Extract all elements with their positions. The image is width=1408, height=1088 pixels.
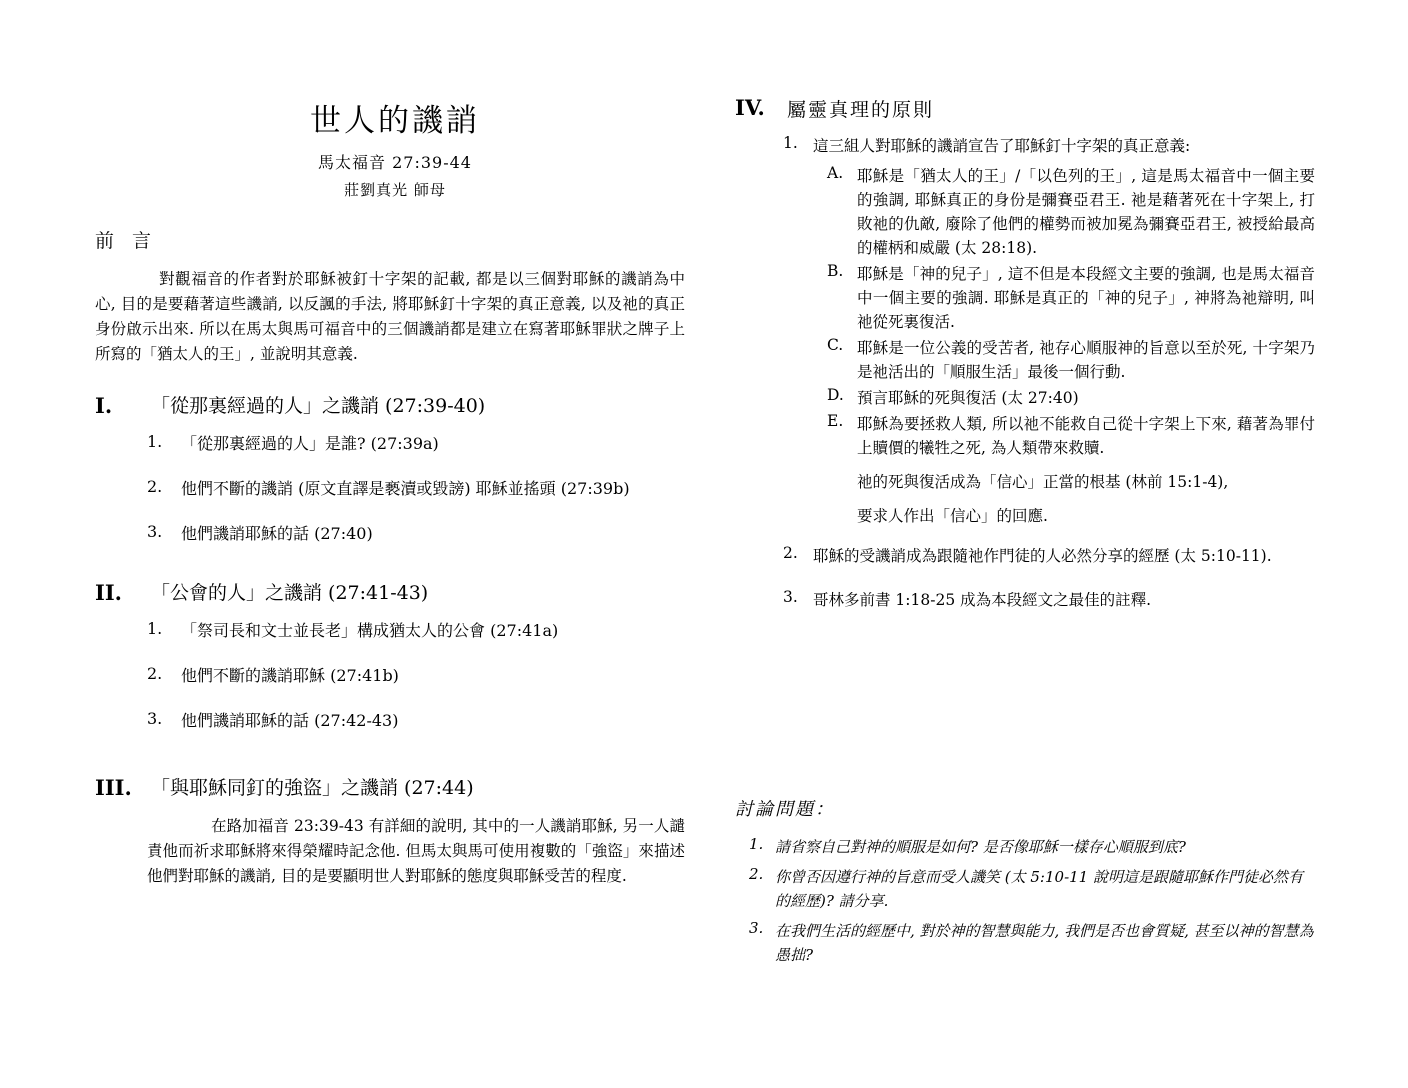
spacer	[95, 753, 685, 775]
section-number-2: II.	[95, 580, 122, 606]
discussion-question-number: 3.	[749, 919, 764, 937]
list-item	[95, 619, 685, 644]
sub-list-item	[735, 164, 1315, 260]
section-title-1: 「從那裏經過的人」之譏誚 (27:39-40)	[151, 395, 486, 418]
list-item-number: 3.	[147, 708, 163, 728]
sub-list-item	[735, 262, 1315, 334]
discussion-title: 討論問題：	[735, 799, 835, 820]
section-heading-3	[95, 775, 685, 802]
section-number-3: III.	[95, 775, 132, 801]
sub-list-item-number: D.	[827, 386, 844, 405]
sub-list-item-number: B.	[827, 262, 844, 281]
sub-list-item-text: 預言耶穌的死與復活 (太 27:40)	[857, 389, 1079, 408]
section-number-1: I.	[95, 393, 113, 419]
list-item-text: 他們不斷的譏誚 (原文直譯是褻瀆或毀謗) 耶穌並搖頭 (27:39b)	[181, 478, 630, 498]
preface-paragraph: 對觀福音的作者對於耶穌被釘十字架的記載, 都是以三個對耶穌的譏誚為中心, 目的是要藉著這些譏誚, 以反諷的手法, 將耶穌釘十字架的真正意義, 以及祂的真正身份啟示出來. 所以在馬太與馬可福音中的三個譏誚都是建立在寫著耶穌罪狀之牌子上所寫的「猶太人的王」, 並說明其意義.	[95, 270, 685, 364]
list-item	[95, 664, 685, 689]
sub-list-item-paragraph: 要求人作出「信心」的回應.	[857, 507, 1048, 526]
discussion-question-text: 在我們生活的經歷中, 對於神的智慧與能力, 我們是否也會質疑, 甚至以神的智慧為愚拙?	[775, 922, 1314, 964]
discussion-question-text: 請省察自己對神的順服是如何? 是否像耶穌一樣存心順服到底?	[775, 838, 1186, 856]
right-column	[735, 95, 1315, 618]
list-item-number: 2.	[147, 663, 163, 683]
sub-list-item-paragraph: 耶穌為要拯救人類, 所以祂不能救自己從十字架上下來, 藉著為罪付上贖價的犧牲之死, 為人類帶來救贖.	[857, 415, 1315, 458]
sub-list-item	[735, 412, 1315, 528]
list-item-text: 「從那裏經過的人」是誰? (27:39a)	[181, 434, 439, 454]
sub-list-item-text: 耶穌是「神的兒子」, 這不但是本段經文主要的強調, 也是馬太福音中一個主要的強調. 耶穌是真正的「神的兒子」, 神將為祂辯明, 叫祂從死裏復活.	[857, 265, 1315, 332]
sub-list-item-text: 耶穌是「猶太人的王」/「以色列的王」, 這是馬太福音中一個主要的強調, 耶穌真正的身份是彌賽亞君王. 祂是藉著死在十字架上, 打敗祂的仇敵, 廢除了他們的權勢而被加冕為彌賽亞君王, 被授給最高的權柄和威嚴 (太 28:18).	[857, 167, 1315, 258]
sub-list-item-text	[857, 412, 1315, 528]
list-item-text: 耶穌的受譏誚成為跟隨祂作門徒的人必然分享的經歷 (太 5:10-11).	[813, 547, 1272, 566]
scripture-reference: 馬太福音 27:39-44	[318, 153, 472, 172]
discussion-question-number: 2.	[749, 865, 764, 883]
discussion-question	[735, 835, 1315, 859]
list-item	[95, 477, 685, 502]
sub-list-item	[735, 336, 1315, 384]
section-title-2: 「公會的人」之譏誚 (27:41-43)	[151, 582, 429, 605]
list-item-number: 1.	[147, 619, 163, 639]
list-item	[95, 522, 685, 547]
list-item-text: 這三組人對耶穌的譏誚宣告了耶穌釘十字架的真正意義:	[813, 137, 1191, 155]
list-item-text: 「祭司長和文士並長老」構成猶太人的公會 (27:41a)	[181, 621, 559, 641]
sub-list-item-text: 耶穌是一位公義的受苦者, 祂存心順服神的旨意以至於死, 十字架乃是祂活出的「順服生活」最後一個行動.	[857, 339, 1315, 382]
list-item	[735, 134, 1315, 158]
discussion-question	[735, 919, 1315, 967]
sub-list-item-number: A.	[827, 164, 844, 183]
spacer	[735, 530, 1315, 544]
list-item-number: 2.	[147, 476, 163, 496]
section-number-4: IV.	[735, 95, 765, 120]
sub-list-item-paragraph: 祂的死與復活成為「信心」正當的根基 (林前 15:1-4),	[857, 473, 1229, 492]
sub-list-item	[735, 386, 1315, 410]
list-item-text: 哥林多前書 1:18-25 成為本段經文之最佳的註釋.	[813, 591, 1152, 610]
section-heading-4	[735, 95, 1315, 122]
section-heading-1	[95, 393, 685, 420]
discussion-question-number: 1.	[749, 835, 764, 853]
list-item-number: 2.	[783, 544, 798, 563]
discussion-question-text: 你曾否因遵行神的旨意而受人譏笑 (太 5:10-11 說明這是跟隨耶穌作門徒必然有的經歷)? 請分享.	[775, 868, 1303, 910]
preface-heading: 前 言	[95, 230, 158, 252]
list-item	[735, 544, 1315, 568]
list-item-number: 3.	[783, 588, 798, 607]
page-title: 世人的譏誚	[310, 103, 480, 139]
list-item	[95, 709, 685, 734]
list-item	[735, 588, 1315, 612]
section-heading-2	[95, 580, 685, 607]
author-name: 莊劉真光 師母	[344, 181, 446, 199]
list-item-text: 他們不斷的譏誚耶穌 (27:41b)	[181, 665, 399, 685]
spacer	[735, 574, 1315, 588]
left-column	[95, 95, 685, 889]
discussion-question	[735, 865, 1315, 913]
section-title-3: 「與耶穌同釘的強盜」之譏誚 (27:44)	[151, 777, 474, 800]
sub-list-item-number: E.	[827, 412, 844, 431]
list-item-number: 1.	[147, 432, 163, 452]
list-item	[95, 432, 685, 457]
discussion-section	[735, 795, 1315, 973]
section-3-paragraph: 在路加福音 23:39-43 有詳細的說明, 其中的一人譏誚耶穌, 另一人譴責他而祈求耶穌將來得榮耀時記念他. 但馬太與馬可使用複數的「強盜」來描述他們對耶穌的譏誚, 目的是要顯明世人對耶穌的態度與耶穌受苦的程度.	[147, 817, 685, 886]
list-item-number: 3.	[147, 521, 163, 541]
list-item-text: 他們譏誚耶穌的話 (27:42-43)	[181, 710, 399, 730]
spacer	[95, 566, 685, 580]
list-item-text: 他們譏誚耶穌的話 (27:40)	[181, 523, 373, 543]
list-item-number: 1.	[783, 134, 798, 152]
section-title-4: 屬靈真理的原則	[787, 99, 935, 121]
sub-list-item-number: C.	[827, 336, 844, 355]
